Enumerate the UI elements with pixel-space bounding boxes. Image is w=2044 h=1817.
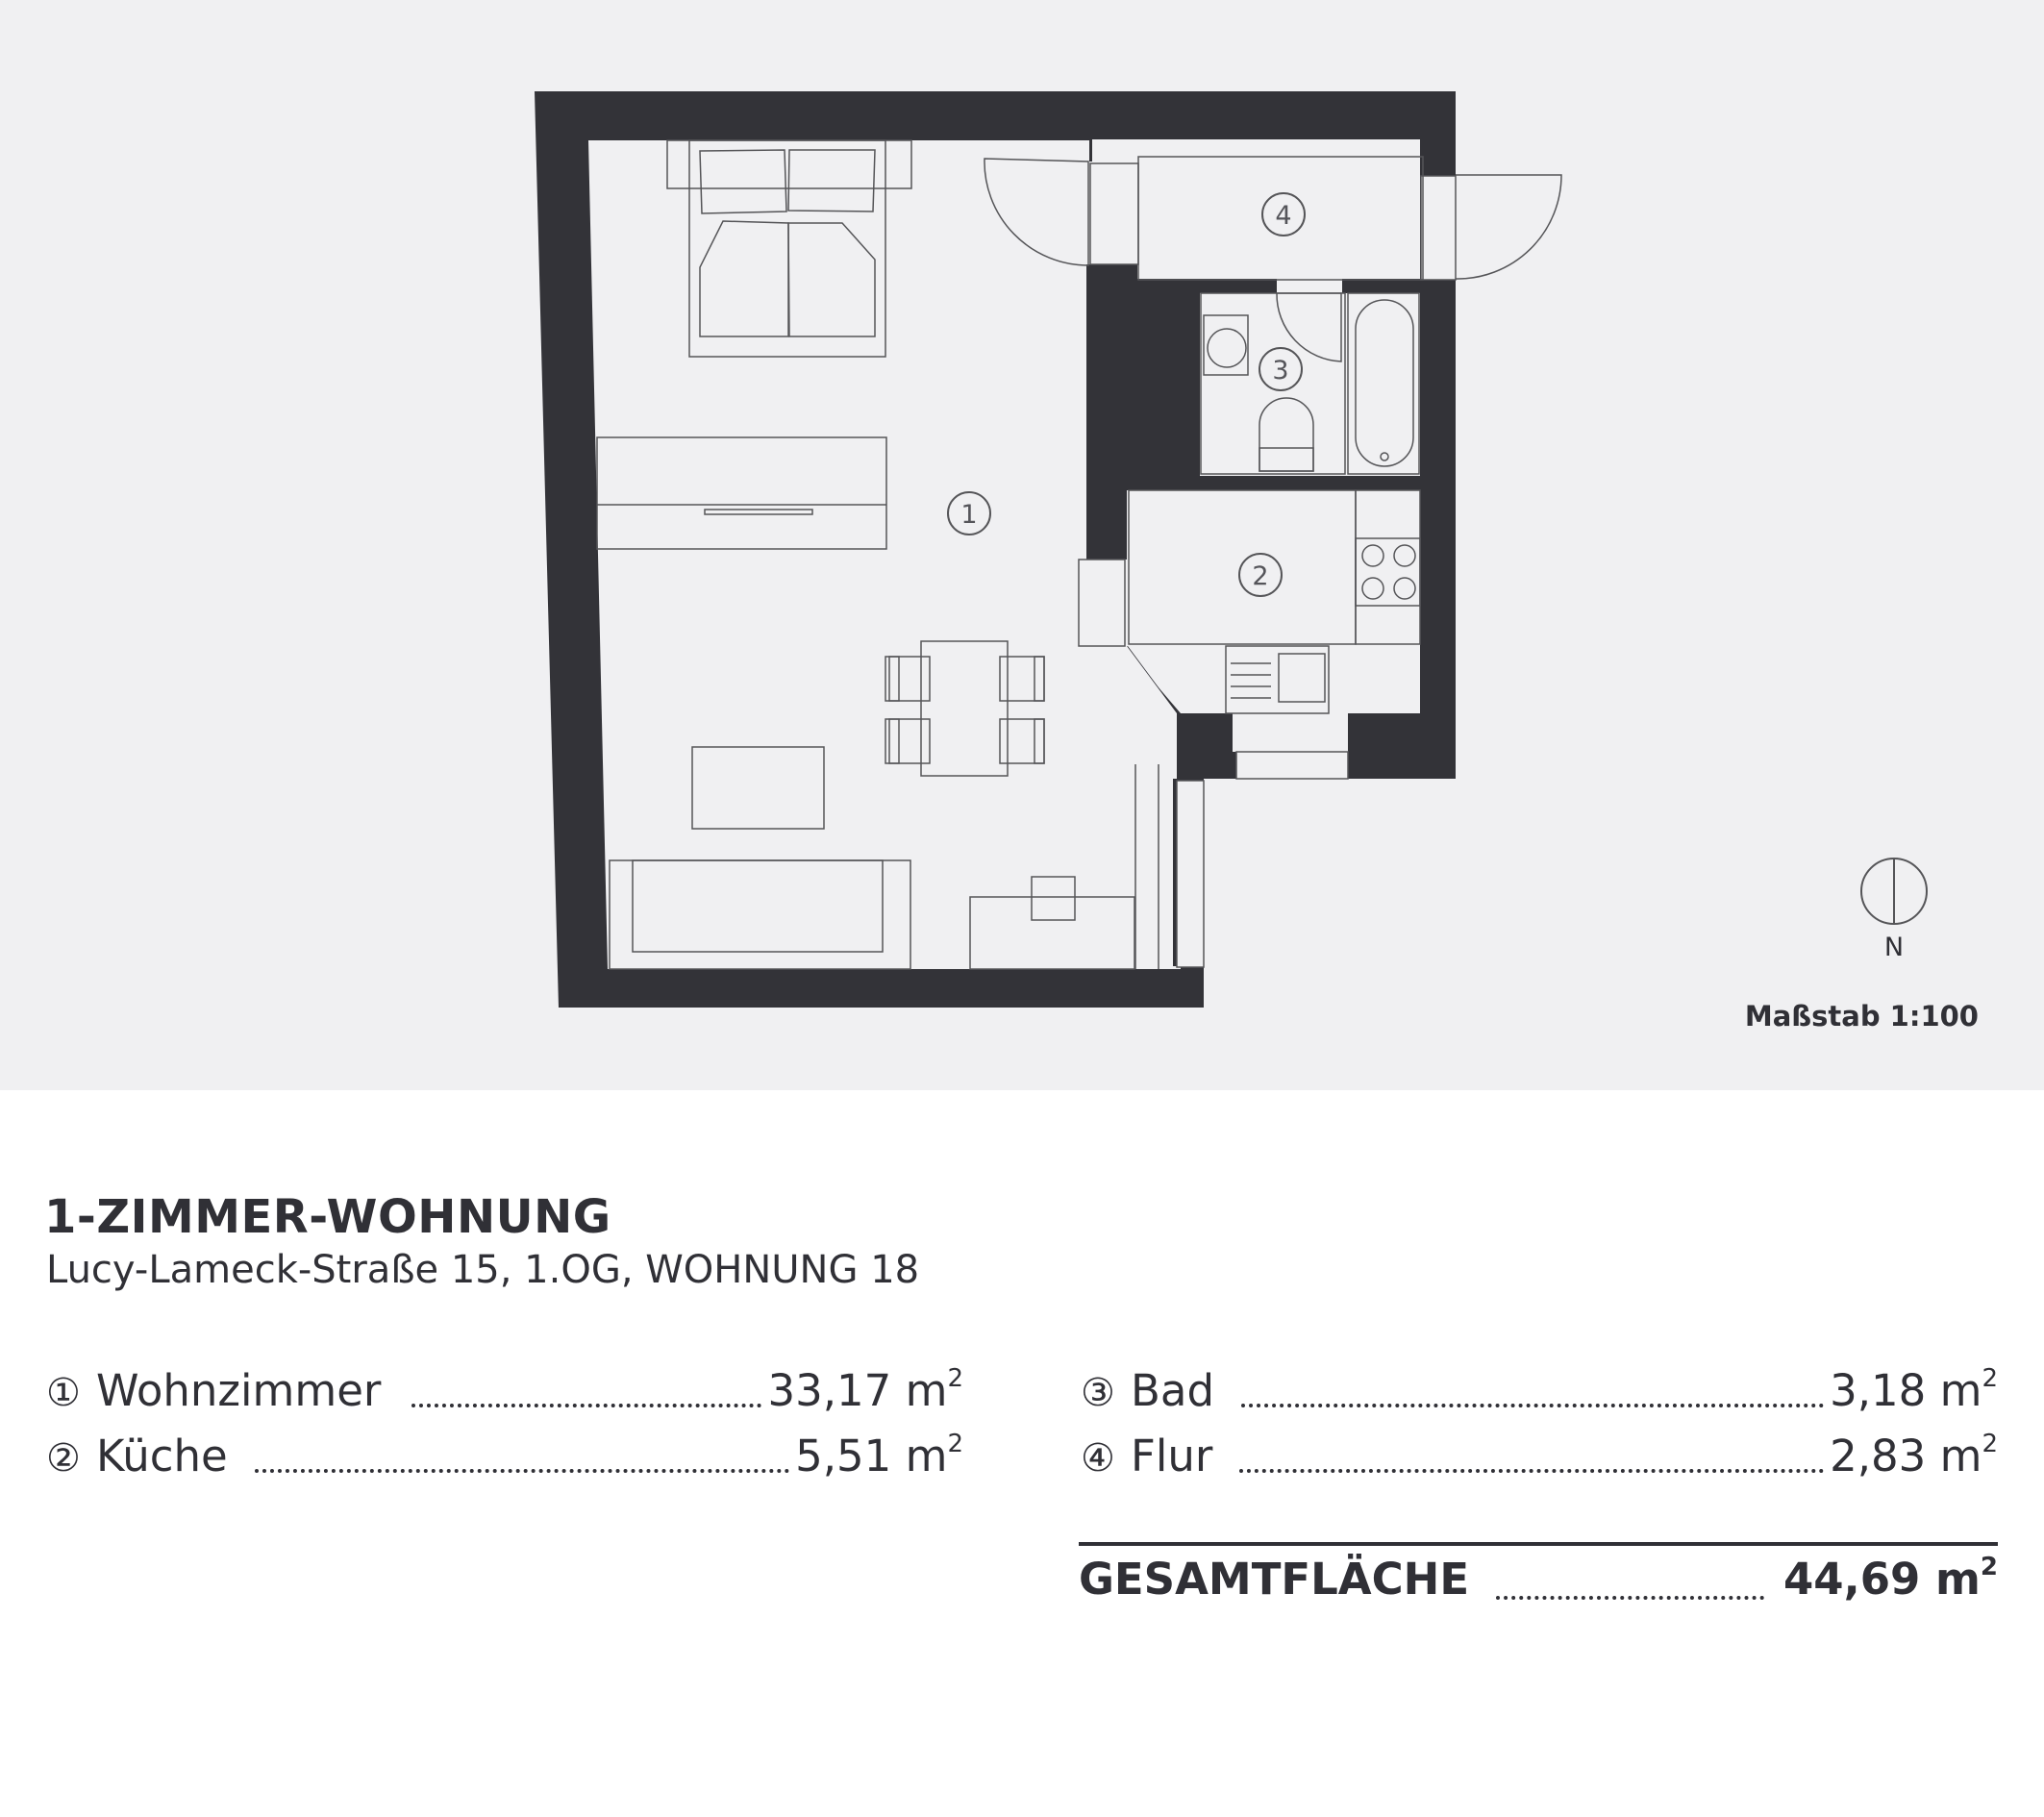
room-area: 2,83 $m^2$ — [1830, 1430, 1998, 1481]
room-number: ② — [46, 1436, 81, 1481]
room-area: 3,18 $m^2$ — [1830, 1364, 1998, 1416]
dot-leader — [1241, 1404, 1824, 1407]
scale-label: Maßstab 1:100 — [1744, 1000, 1979, 1033]
room-name: Bad — [1131, 1365, 1215, 1416]
room-row-wohnzimmer — [46, 1365, 963, 1419]
room-label-2: 2 — [1252, 561, 1269, 591]
apartment-address: Lucy-Lameck-Straße 15, 1.OG, WOHNUNG 18 — [46, 1248, 920, 1292]
dot-leader — [1496, 1596, 1764, 1600]
room-number: ④ — [1081, 1436, 1115, 1481]
room-label-1: 1 — [960, 500, 978, 530]
room-name: Flur — [1131, 1431, 1213, 1481]
room-name: Wohnzimmer — [96, 1365, 382, 1416]
apartment-title: 1-ZIMMER-WOHNUNG — [44, 1190, 611, 1244]
dot-leader — [255, 1469, 789, 1473]
room-area: 5,51 $m^2$ — [795, 1430, 963, 1481]
north-arrow-icon — [1861, 859, 1927, 924]
room-row-kueche — [46, 1431, 963, 1484]
north-label: N — [1883, 933, 1905, 962]
total-area: 44,69 $m^2$ — [1783, 1553, 1998, 1605]
total-area-row — [1079, 1554, 1998, 1611]
dot-leader — [411, 1404, 761, 1407]
dot-leader — [1239, 1469, 1824, 1473]
total-label: GESAMTFLÄCHE — [1079, 1554, 1470, 1605]
room-number: ③ — [1081, 1371, 1115, 1415]
room-number: ① — [46, 1371, 81, 1415]
total-divider — [1079, 1542, 1998, 1546]
room-area: 33,17 $m^2$ — [767, 1364, 963, 1416]
rooms — [589, 140, 1420, 969]
room-label-4: 4 — [1275, 201, 1292, 231]
room-row-flur — [1081, 1431, 1998, 1484]
room-row-bad — [1081, 1365, 1998, 1419]
room-name: Küche — [96, 1431, 228, 1481]
room-label-3: 3 — [1272, 356, 1289, 386]
